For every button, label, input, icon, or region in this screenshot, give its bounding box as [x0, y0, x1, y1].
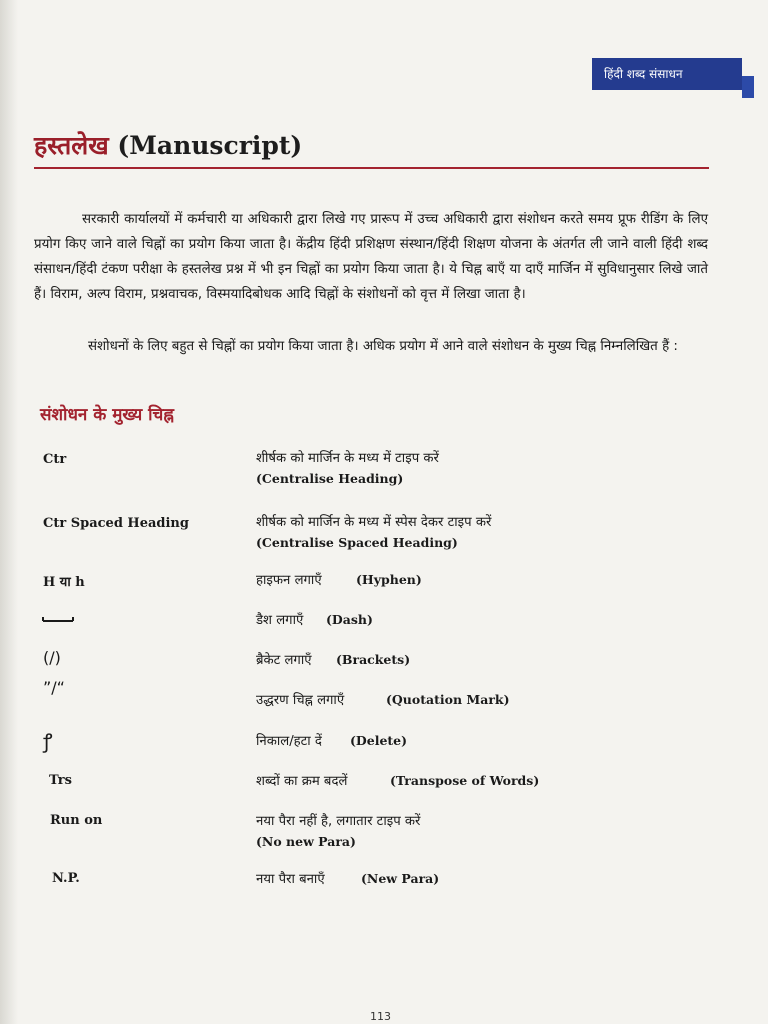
mark-symbol: Run on — [50, 813, 103, 828]
section-title: संशोधन के मुख्य चिह्न — [40, 405, 174, 425]
mark-description-english: (No new Para) — [256, 834, 356, 849]
page-shadow — [0, 0, 18, 1024]
mark-symbol: Ctr Spaced Heading — [43, 516, 189, 531]
mark-description-english: (Dash) — [326, 612, 373, 627]
mark-description-english: (Quotation Mark) — [386, 692, 510, 707]
mark-description-english: (Transpose of Words) — [390, 773, 540, 788]
mark-description-english: (Centralise Heading) — [256, 471, 404, 486]
mark-symbol: (/) — [43, 648, 61, 667]
mark-description-hindi: उद्धरण चिह्न लगाएँ — [256, 693, 345, 708]
mark-description-hindi: शब्दों का क्रम बदलें — [256, 774, 348, 789]
mark-description-hindi: निकाल/हटा दें — [256, 734, 322, 749]
mark-description-hindi: हाइफन लगाएँ — [256, 573, 322, 588]
mark-description-hindi: ब्रैकेट लगाएँ — [256, 653, 312, 668]
header-tab — [592, 58, 742, 90]
mark-symbol: Ctr — [43, 452, 67, 467]
mark-symbol: N.P. — [52, 871, 80, 886]
title-underline — [34, 167, 709, 169]
mark-description-hindi: नया पैरा बनाएँ — [256, 872, 325, 887]
page-number: 113 — [370, 1010, 391, 1023]
mark-description-hindi: शीर्षक को मार्जिन के मध्य में स्पेस देकर टाइप करें — [256, 515, 492, 530]
mark-symbol: Trs — [49, 773, 72, 788]
mark-description-hindi: डैश लगाएँ — [256, 613, 304, 628]
mark-symbol: ”/“ — [43, 678, 65, 697]
header-tab-label: हिंदी शब्द संसाधन — [604, 67, 683, 81]
title-english: (Manuscript) — [117, 131, 303, 160]
mark-description-english: (Delete) — [350, 733, 408, 748]
intro-paragraph-1: सरकारी कार्यालयों में कर्मचारी या अधिकारी द्वारा लिखे गए प्रारूप में उच्च अधिकारी द्वारा संशोधन करते समय प्रूफ रीडिंग के लिए प्रयोग किए जाने वाले चिह्नों का प्रयोग किया जाता है। केंद्रीय हिंदी प्रशिक्षण संस्थान/हिंदी शिक्षण योजना के अंतर्गत ली जाने वाली हिंदी शब्द संसाधन/हिंदी टंकण परीक्षा के हस्तलेख प्रश्न में भी इन चिह्नों का प्रयोग किया जाता है। ये चिह्न बाएँ या दाएँ मार्जिन में सुविधानुसार लिखे जाते हैं। विराम, अल्प विराम, प्रश्नवाचक, विस्मयादिबोधक आदि चिह्नों के संशोधनों को वृत्त में लिखा जाता है। — [34, 212, 708, 302]
mark-description-english: (New Para) — [361, 871, 440, 886]
header-tab-edge — [742, 76, 754, 98]
mark-description-hindi: नया पैरा नहीं है, लगातार टाइप करें — [256, 814, 421, 829]
dash-mark-icon — [43, 620, 73, 622]
mark-symbol: ꝭ — [43, 729, 53, 753]
mark-description-english: (Brackets) — [336, 652, 411, 667]
mark-description-english: (Centralise Spaced Heading) — [256, 535, 458, 550]
intro-paragraph-2: संशोधनों के लिए बहुत से चिह्नों का प्रयोग किया जाता है। अधिक प्रयोग में आने वाले संशोधन के मुख्य चिह्न निम्नलिखित हैं : — [88, 339, 678, 354]
mark-description-hindi: शीर्षक को मार्जिन के मध्य में टाइप करें — [256, 451, 439, 466]
mark-description-english: (Hyphen) — [356, 572, 422, 587]
title-hindi: हस्तलेख — [34, 131, 109, 160]
page-title — [34, 128, 302, 162]
mark-symbol: H या h — [43, 575, 85, 590]
